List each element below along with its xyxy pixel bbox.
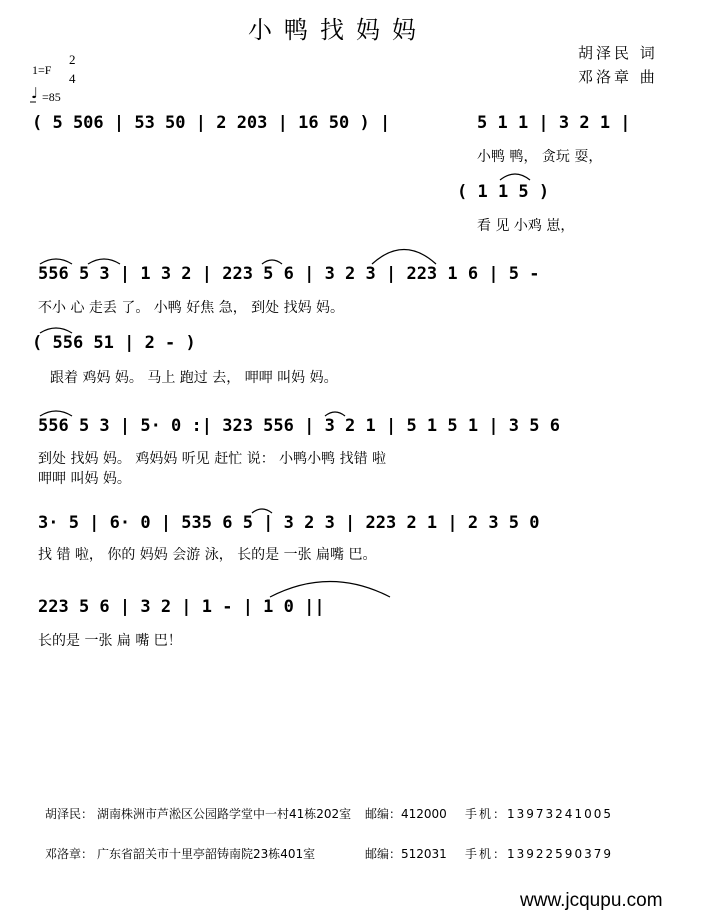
footer-postal-1: 邮编：412000 (365, 807, 447, 821)
footer-name-1: 胡泽民： (45, 807, 94, 821)
system-1-pickup-notes: ( 1 1 5 ) (457, 182, 550, 202)
slur-556-4 (325, 412, 345, 416)
system-1-notes-a: ( 5 506 | 53 50 | 2 203 | 16 50 ) | (32, 113, 391, 133)
time-signature-numerator: 2 (69, 52, 76, 67)
watermark: www.jcqupu.com (520, 890, 663, 911)
key-signature: 1=F (32, 63, 52, 77)
system-2-lyrics-verse2: 跟着 鸡妈 妈。 马上 跑过 去， 呷呷 叫妈 妈。 (50, 370, 338, 386)
system-2-interlude-notes: ( 556 51 | 2 - ) (32, 333, 196, 353)
system-3-lyrics-verse2: 呷呷 叫妈 妈。 (38, 471, 131, 487)
system-1-lyrics: 小鸭 鸭， 贪玩 耍， (477, 149, 603, 165)
footer-address-2: 广东省韶关市十里亭韶铸南院23栋401室 (97, 847, 316, 861)
tie-1-1 (270, 582, 390, 598)
song-title: 小鸭找妈妈 (248, 16, 428, 44)
footer-postal-2: 邮编：512031 (365, 847, 447, 861)
slur-556-1 (40, 259, 72, 264)
system-5-notes: 223 5 6 | 3 2 | 1 - | 1 0 || (38, 597, 325, 617)
system-2-lyrics: 不小 心 走丢 了。 小鸭 好焦 急， 到处 找妈 妈。 (38, 300, 345, 316)
footer-phone-2: 手机：13922590379 (465, 847, 613, 861)
tempo-note-icon: ♩ (31, 84, 39, 102)
slur-223-a (262, 260, 282, 264)
slur-323-long (372, 250, 436, 265)
system-4-lyrics: 找 错 啦， 你的 妈妈 会游 泳， 长的是 一张 扁嘴 巴。 (38, 547, 377, 563)
slur-53 (88, 259, 120, 264)
system-4-notes: 3· 5 | 6· 0 | 535 6 5 | 3 2 3 | 223 2 1 | 2 3 5 0 (38, 513, 540, 533)
system-1-notes-b: 5 1 1 | 3 2 1 | (477, 113, 631, 133)
time-signature-denominator: 4 (69, 71, 76, 86)
system-1-lyrics-verse2: 看 见 小鸡 崽， (477, 218, 575, 234)
composer-credit: 邓洛章 曲 (578, 68, 658, 86)
footer-phone-1: 手机：13973241005 (465, 807, 613, 821)
tempo-value: =85 (42, 90, 61, 104)
system-3-lyrics: 到处 找妈 妈。 鸡妈妈 听见 赶忙 说： 小鸭小鸭 找错 啦 (38, 451, 387, 467)
footer-name-2: 邓洛章： (45, 847, 94, 861)
system-2-notes: 556 5 3 | 1 3 2 | 223 5 6 | 3 2 3 | 223 1 6 | 5 - (38, 264, 540, 284)
slur-556-3 (40, 411, 72, 416)
footer-address-1: 湖南株洲市芦淞区公园路学堂中一村41栋202室 (97, 807, 352, 821)
system-5-lyrics: 长的是 一张 扁 嘴 巴！ (38, 633, 182, 649)
system-3-notes: 556 5 3 | 5· 0 :| 323 556 | 3 2 1 | 5 1 5 1 | 3 5 6 (38, 416, 560, 436)
lyricist-credit: 胡泽民 词 (578, 44, 658, 62)
slur-556-2 (40, 328, 72, 333)
slur-535 (252, 509, 272, 513)
slur-system-1 (500, 174, 530, 180)
